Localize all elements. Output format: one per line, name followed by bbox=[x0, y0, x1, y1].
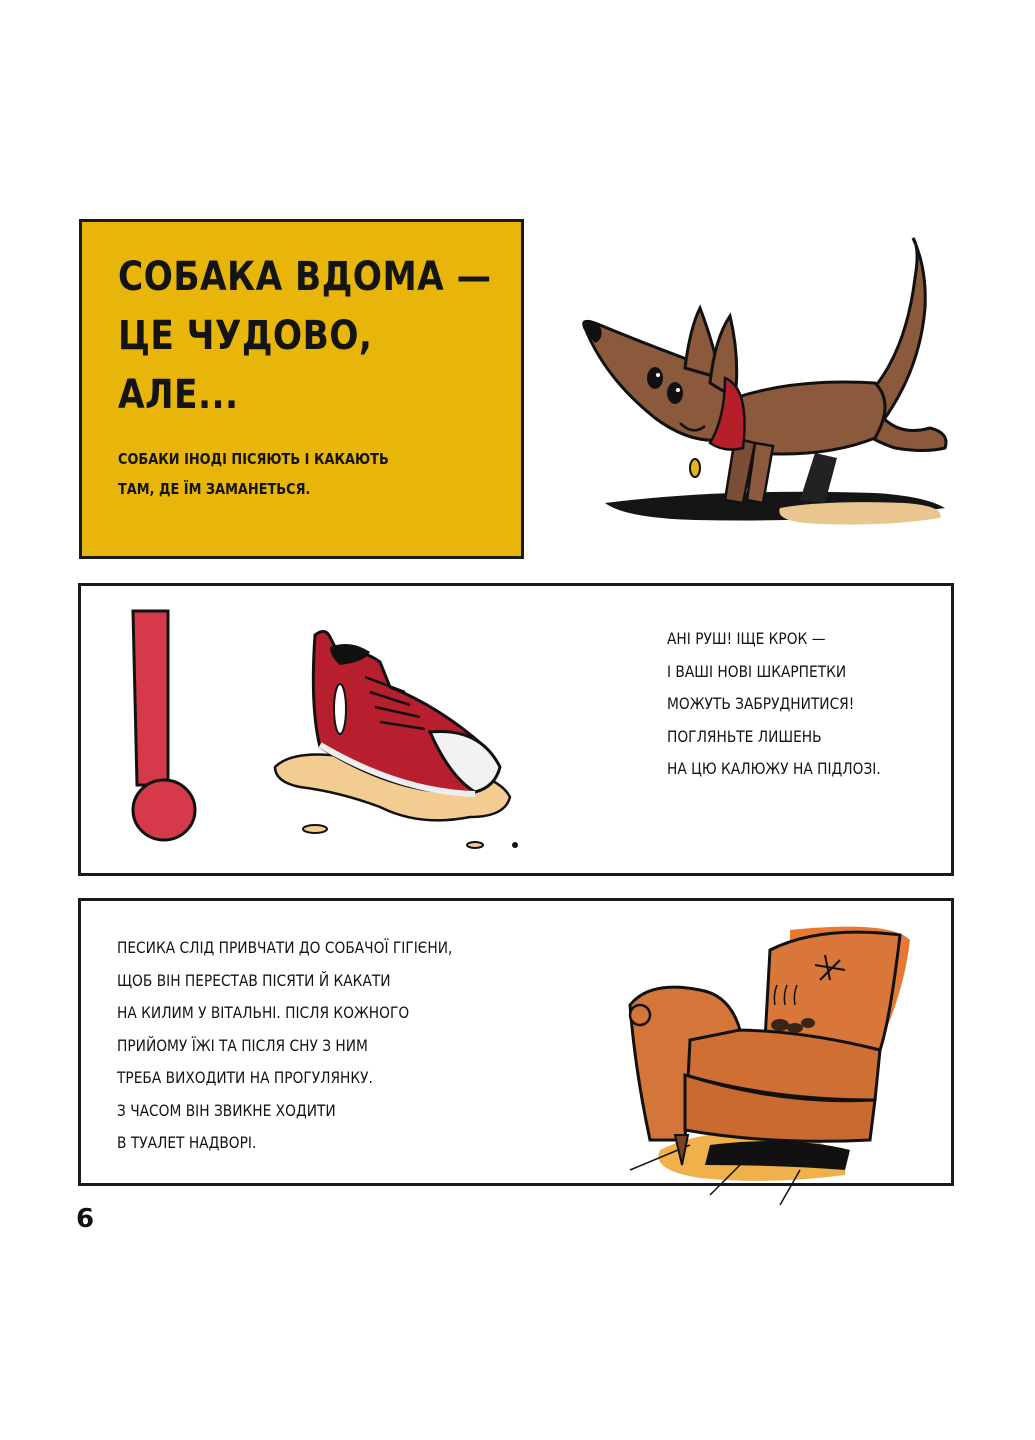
page-number: 6 bbox=[76, 1204, 95, 1234]
text-line: В ТУАЛЕТ НАДВОРІ. bbox=[117, 1133, 257, 1152]
headline-line: ЦЕ ЧУДОВО, bbox=[118, 313, 373, 359]
subtext-line: ТАМ, ДЕ ЇМ ЗАМАНЕТЬСЯ. bbox=[118, 480, 311, 498]
text-line: НА ЦЮ КАЛЮЖУ НА ПІДЛОЗІ. bbox=[667, 759, 881, 778]
headline-line: АЛЕ... bbox=[118, 372, 239, 418]
sneaker-in-puddle-illustration bbox=[270, 617, 520, 857]
text-line: ПОГЛЯНЬТЕ ЛИШЕНЬ bbox=[667, 726, 822, 746]
text-line: З ЧАСОМ ВІН ЗВИКНЕ ХОДИТИ bbox=[117, 1100, 336, 1120]
training-text bbox=[117, 932, 452, 1160]
text-line: ПРИЙОМУ ЇЖІ ТА ПІСЛЯ СНУ З НИМ bbox=[117, 1035, 368, 1055]
headline bbox=[118, 248, 491, 425]
text-line: ЩОБ ВІН ПЕРЕСТАВ ПІСЯТИ Й КАКАТИ bbox=[117, 970, 391, 990]
text-line: МОЖУТЬ ЗАБРУДНИТИСЯ! bbox=[667, 694, 855, 713]
warning-text bbox=[667, 623, 881, 786]
text-line: АНІ РУШ! ІЩЕ КРОК — bbox=[667, 629, 826, 648]
text-line: НА КИЛИМ У ВІТАЛЬНІ. ПІСЛЯ КОЖНОГО bbox=[117, 1003, 410, 1022]
armchair-illustration bbox=[590, 910, 930, 1200]
intro-panel bbox=[79, 219, 524, 559]
text-line: ПЕСИКА СЛІД ПРИВЧАТИ ДО СОБАЧОЇ ГІГІЄНИ, bbox=[117, 938, 453, 957]
text-line: І ВАШІ НОВІ ШКАРПЕТКИ bbox=[667, 661, 847, 681]
headline-line: СОБАКА ВДОМА — bbox=[118, 254, 492, 300]
subtext-line: СОБАКИ ІНОДІ ПІСЯЮТЬ І КАКАЮТЬ bbox=[118, 450, 389, 468]
dog-illustration bbox=[575, 238, 955, 528]
exclamation-icon bbox=[130, 608, 200, 848]
intro-subtext bbox=[118, 444, 389, 504]
text-line: ТРЕБА ВИХОДИТИ НА ПРОГУЛЯНКУ. bbox=[117, 1068, 373, 1087]
